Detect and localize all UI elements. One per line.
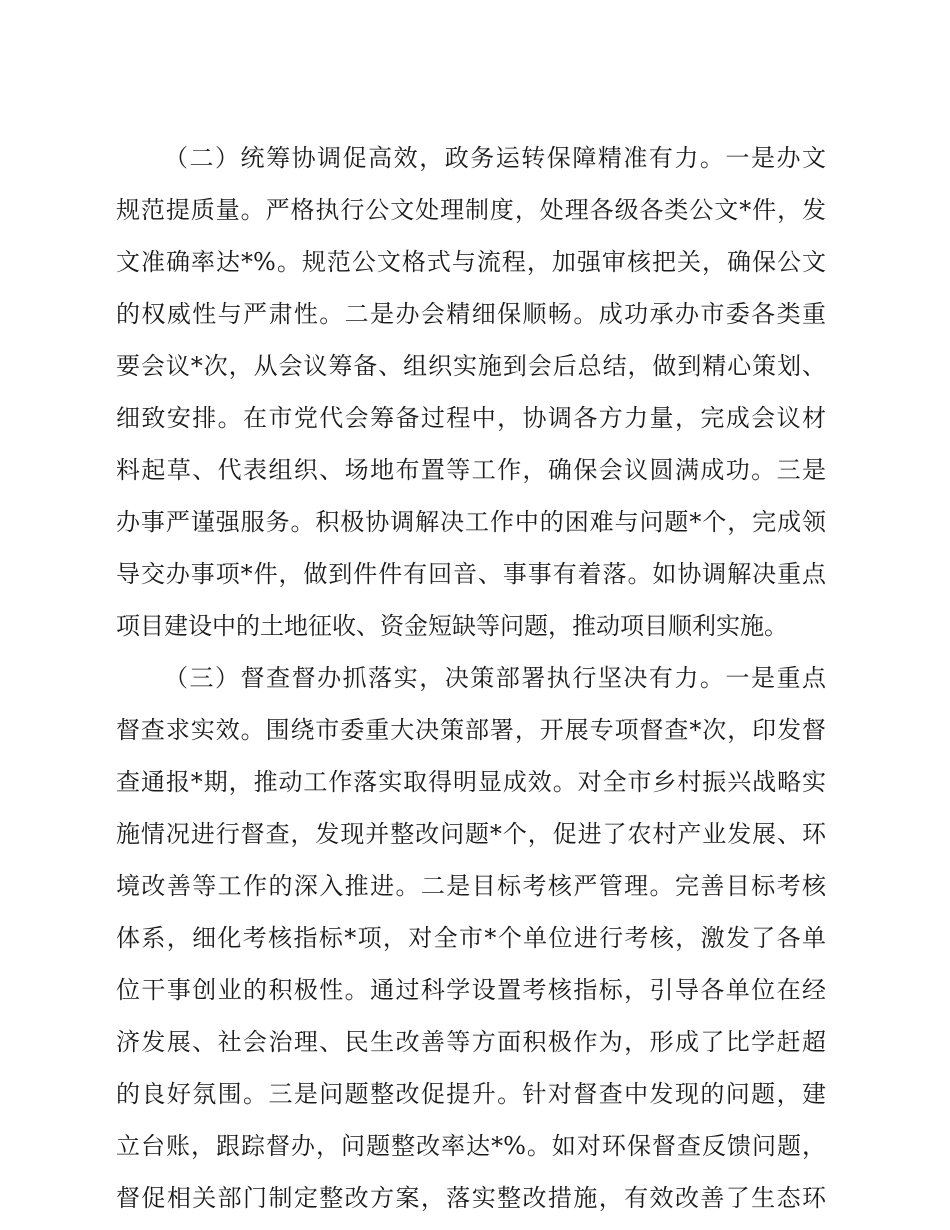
paragraph-line: 济发展、社会治理、民生改善等方面积极作为，形成了比学赶超 [116, 1028, 826, 1056]
paragraph-line: 料起草、代表组织、场地布置等工作，确保会议圆满成功。三是 [116, 456, 826, 484]
paragraph-line: 督促相关部门制定整改方案，落实整改措施，有效改善了生态环 [116, 1184, 826, 1212]
paragraph-line: 规范提质量。严格执行公文处理制度，处理各级各类公文*件，发 [116, 196, 826, 224]
paragraph-line: 施情况进行督查，发现并整改问题*个，促进了农村产业发展、环 [116, 820, 826, 848]
paragraph-line: 项目建设中的土地征收、资金短缺等问题，推动项目顺利实施。 [116, 612, 788, 640]
paragraph-line: 体系，细化考核指标*项，对全市*个单位进行考核，激发了各单 [116, 924, 826, 952]
paragraph-line: 境改善等工作的深入推进。二是目标考核严管理。完善目标考核 [116, 872, 826, 900]
paragraph-line: 办事严谨强服务。积极协调解决工作中的困难与问题*个，完成领 [116, 508, 826, 536]
paragraph-line: 查通报*期，推动工作落实取得明显成效。对全市乡村振兴战略实 [116, 768, 826, 796]
paragraph-line: 的良好氛围。三是问题整改促提升。针对督查中发现的问题，建 [116, 1080, 826, 1108]
paragraph-line: 督查求实效。围绕市委重大决策部署，开展专项督查*次，印发督 [116, 716, 826, 744]
paragraph-line: 文准确率达*%。规范公文格式与流程，加强审核把关，确保公文 [116, 248, 826, 276]
paragraph-line: 立台账，跟踪督办，问题整改率达*%。如对环保督查反馈问题， [116, 1132, 826, 1160]
paragraph-line: 的权威性与严肃性。二是办会精细保顺畅。成功承办市委各类重 [116, 300, 826, 328]
section-2-heading-line: （二）统筹协调促高效，政务运转保障精准有力。一是办文 [164, 144, 826, 172]
paragraph-line: 细致安排。在市党代会筹备过程中，协调各方力量，完成会议材 [116, 404, 826, 432]
paragraph-line: 位干事创业的积极性。通过科学设置考核指标，引导各单位在经 [116, 976, 826, 1004]
section-3-heading-line: （三）督查督办抓落实，决策部署执行坚决有力。一是重点 [164, 664, 826, 692]
paragraph-line: 要会议*次，从会议筹备、组织实施到会后总结，做到精心策划、 [116, 352, 826, 380]
paragraph-line: 导交办事项*件，做到件件有回音、事事有着落。如协调解决重点 [116, 560, 826, 588]
